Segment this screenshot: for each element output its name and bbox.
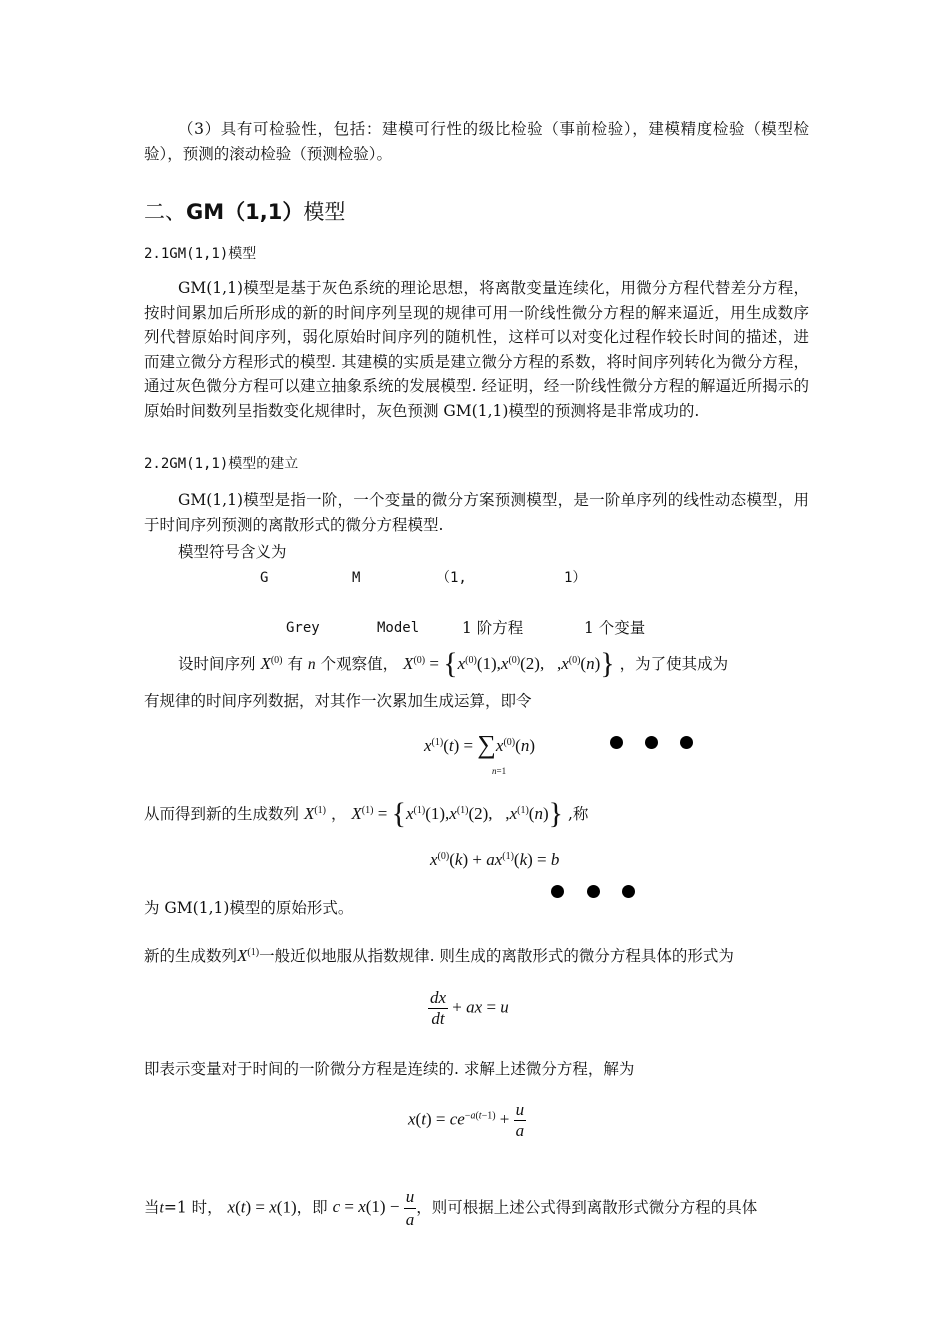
formula-differential: $\frac{dx}{dt}$ + ax = u	[430, 988, 509, 1028]
symbol-variable: 1 个变量	[584, 619, 646, 637]
symbol-m: M	[352, 570, 361, 586]
new-series-line	[144, 797, 589, 830]
series-line: 设时间序列 $X^{(0)}$ 有 n 个观察值， $X^{(0)} = \{x^{(0)}(1),x^{(0)}(2)$, $,x^{(0)}(n)$} ，为了使其成为	[178, 647, 729, 680]
heading-bold: GM（1,1）	[186, 200, 304, 224]
formula-solution: $x(t) = ce^{-a(t-1)}$ + $\frac{u}{a}$	[408, 1100, 525, 1140]
original-form-text: 为 GM(1,1)模型的原始形式。	[144, 899, 354, 917]
formula-original-form: $x^{(0)}(k) + ax^{(1)}(k) = b$	[430, 850, 560, 869]
math-x1-inline: $X^{(1)}$	[237, 946, 260, 965]
subsection-2-1: 2.1GM(1,1)模型	[144, 246, 257, 262]
subsection-2-2: 2.2GM(1,1)模型的建立	[144, 456, 299, 472]
sum-lower-limit: n=1	[492, 766, 507, 776]
symbol-order: 1 阶方程	[462, 619, 524, 637]
series-text-b: 有	[287, 655, 303, 673]
math-x0-set: $X^{(0)} = \{x^{(0)}(1),x^{(0)}(2)$, $,x^{(0)}(n)$}	[403, 647, 615, 680]
symbol-model: Model	[377, 620, 420, 636]
last-text-b: =1 时，	[163, 1198, 223, 1217]
math-x0: $X^{(0)}$	[260, 654, 283, 673]
exp-text-b: 一般近似地服从指数规律. 则生成的离散形式的微分方程具体的形式为	[259, 947, 734, 965]
dot-mark	[610, 736, 623, 749]
symbol-1b: 1）	[564, 570, 587, 586]
symbol-1a: （1,	[436, 570, 467, 586]
heading-prefix: 二、	[144, 200, 186, 224]
new-series-text-a: 从而得到新的生成数列	[144, 805, 300, 823]
last-text-c: ，即	[296, 1198, 328, 1217]
symbol-grey: Grey	[286, 620, 320, 636]
exp-line	[144, 942, 734, 967]
dot-mark	[587, 885, 600, 898]
paragraph-gm-definition: GM(1,1)模型是指一阶，一个变量的微分方案预测模型，是一阶单序列的线性动态模型，用于时间序列预测的离散形式的微分方程模型.	[144, 491, 809, 534]
new-series-text-b: ，	[330, 805, 347, 823]
math-c-def: c = x(1) − $\frac{u}{a}$	[332, 1187, 415, 1229]
dot-mark	[645, 736, 658, 749]
math-initial: x(t) = x(1)	[227, 1197, 297, 1217]
math-x1-set: $X^{(1)} = \{x^{(1)}(1),x^{(1)}(2)$, $,x^{(1)}(n)$}	[351, 797, 564, 830]
paragraph-feasibility: （3）具有可检验性，包括：建模可行性的级比检验（事前检验），建模精度检验（模型检验），预测的滚动检验（预测检验）。	[144, 120, 809, 163]
new-series-text-c: ,称	[567, 805, 589, 823]
symbol-intro: 模型符号含义为	[178, 543, 287, 561]
exp-text-a: 新的生成数列	[144, 947, 238, 965]
last-text-a: 当	[144, 1198, 160, 1217]
series-text-d: ，为了使其成为	[619, 655, 729, 673]
last-text-d: ，则可根据上述公式得到离散形式微分方程的具体	[416, 1198, 758, 1217]
dot-mark	[622, 885, 635, 898]
continuous-text: 即表示变量对于时间的一阶微分方程是连续的. 求解上述微分方程，解为	[144, 1060, 635, 1078]
math-x1: $X^{(1)}$	[303, 804, 327, 823]
formula-accumulation: $x^{(1)}(t) = \sum x^{(0)}(n)$	[424, 730, 535, 759]
dot-mark	[551, 885, 564, 898]
symbol-g: G	[260, 570, 269, 586]
series-text-e: 有规律的时间序列数据，对其作一次累加生成运算，即令	[144, 692, 532, 710]
dot-mark	[680, 736, 693, 749]
series-text-a: 设时间序列	[178, 655, 256, 673]
heading-suffix: 模型	[303, 200, 346, 224]
last-line: 当t=1 时， x(t) = x(1)，即 c = x(1) − $\frac{u}{a}$ ，则可根据上述公式得到离散形式微分方程的具体	[144, 1187, 758, 1229]
series-text-c: 个观察值，	[320, 655, 399, 673]
section-heading	[144, 197, 345, 227]
paragraph-gm-intro: GM(1,1)模型是基于灰色系统的理论思想，将离散变量连续化，用微分方程代替差分方程，按时间累加后所形成的新的时间序列呈现的规律可用一阶线性微分方程的解来逼近，用生成数序列代替原始时间序列，弱化原始时间序列的随机性，这样可以对变化过程作较长时间的描述，进而建立微分方程形式的模型. 其建模的实质是建立微分方程的系数，将时间序列转化为微分方程，通过灰色微分方程可以建立抽象系统的发展模型. 经证明，经一阶线性微分方程的解逼近所揭示的原始时间数列呈指数变化规律时，灰色预测 GM(1,1)模型的预测将是非常成功的.	[144, 279, 809, 420]
